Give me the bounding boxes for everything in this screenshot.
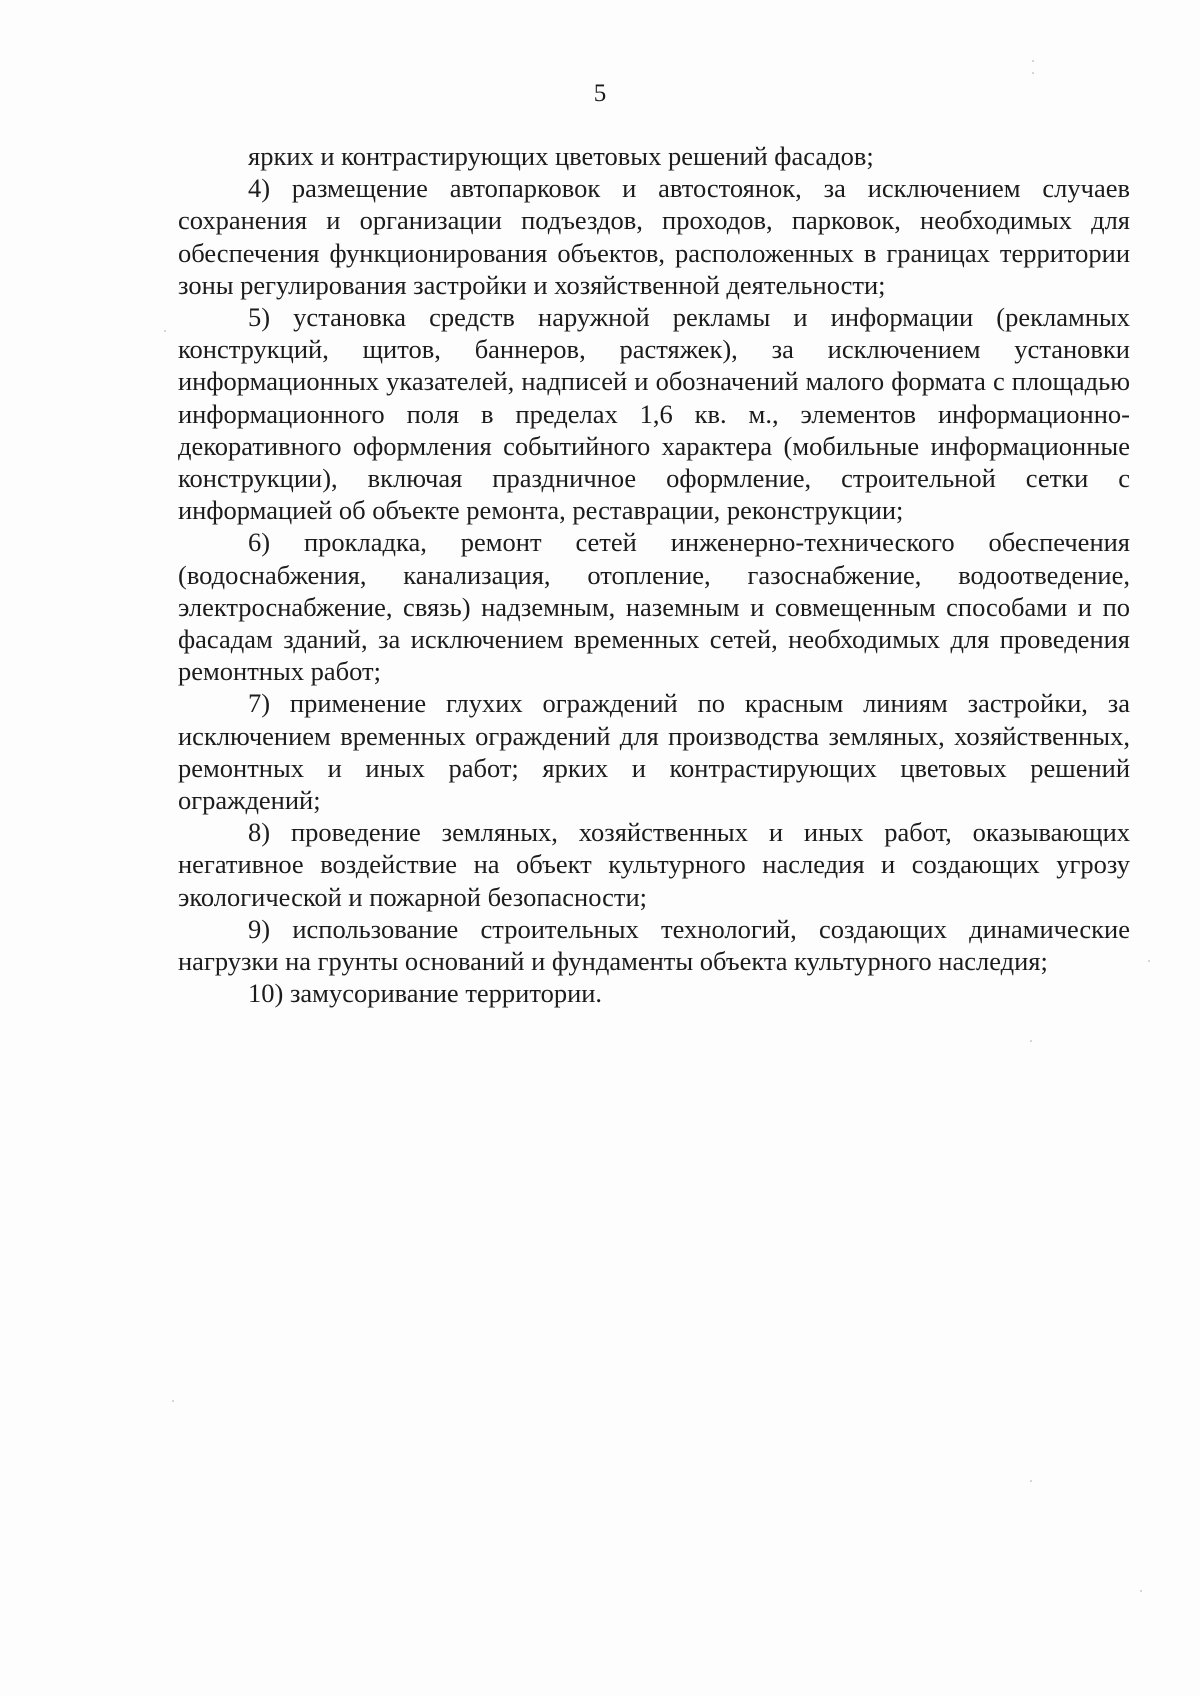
paragraph-continuation: ярких и контрастирующих цветовых решений фасадов; — [248, 141, 874, 171]
paragraph-item-10: 10) замусоривание территории. — [248, 978, 603, 1009]
paragraph-item-7: 7) применение глухих ограждений по красным линиям застройки, за исключением временных ограждений для производства земляных, хозяйственных, ремонтных и иных работ; ярких и контрастирующих цветовых решений ограждений; — [178, 688, 1130, 816]
scan-speck — [1030, 1480, 1032, 1482]
paragraph-item-6: 6) прокладка, ремонт сетей инженерно-технического обеспечения (водоснабжения, канализация, отопление, газоснабжение, водоотведение, электроснабжение, связь) надземным, наземным и совмещенным способами и по фасадам зданий, за исключением временных сетей, необходимых для проведения ремонтных работ; — [178, 527, 1130, 687]
paragraph-item-5: 5) установка средств наружной рекламы и информации (рекламных конструкций, щитов, баннеров, растяжек), за исключением установки информационных указателей, надписей и обозначений малого формата с площадью информационного поля в пределах 1,6 кв. м., элементов информационно-декоративного оформления событийного характера (мобильные информационные конструкции), включая праздничное оформление, строительной сетки с информацией об объекте ремонта, реставрации, реконструкции; — [178, 302, 1130, 526]
paragraph-item-9: 9) использование строительных технологий, создающих динамические нагрузки на грунты оснований и фундаменты объекта культурного наследия; — [178, 913, 1130, 977]
scan-speck — [1140, 1590, 1142, 1592]
scan-speck — [1032, 60, 1034, 62]
paragraph-item-8: 8) проведение земляных, хозяйственных и иных работ, оказывающих негативное воздействие на объект культурного наследия и создающих угрозу экологической и пожарной безопасности; — [178, 817, 1130, 912]
page-number: 5 — [593, 80, 607, 107]
paragraph-item-4: 4) размещение автопарковок и автостоянок, за исключением случаев сохранения и организации подъездов, проходов, парковок, необходимых для обеспечения функционирования объектов, расположенных в границах территории зоны регулирования застройки и хозяйственной деятельности; — [178, 173, 1130, 300]
scan-speck — [172, 1400, 174, 1402]
scan-speck — [1032, 72, 1034, 74]
scan-speck — [164, 330, 166, 332]
scan-speck — [1148, 960, 1150, 962]
scan-speck — [1030, 1040, 1032, 1042]
document-body — [178, 140, 1130, 1009]
